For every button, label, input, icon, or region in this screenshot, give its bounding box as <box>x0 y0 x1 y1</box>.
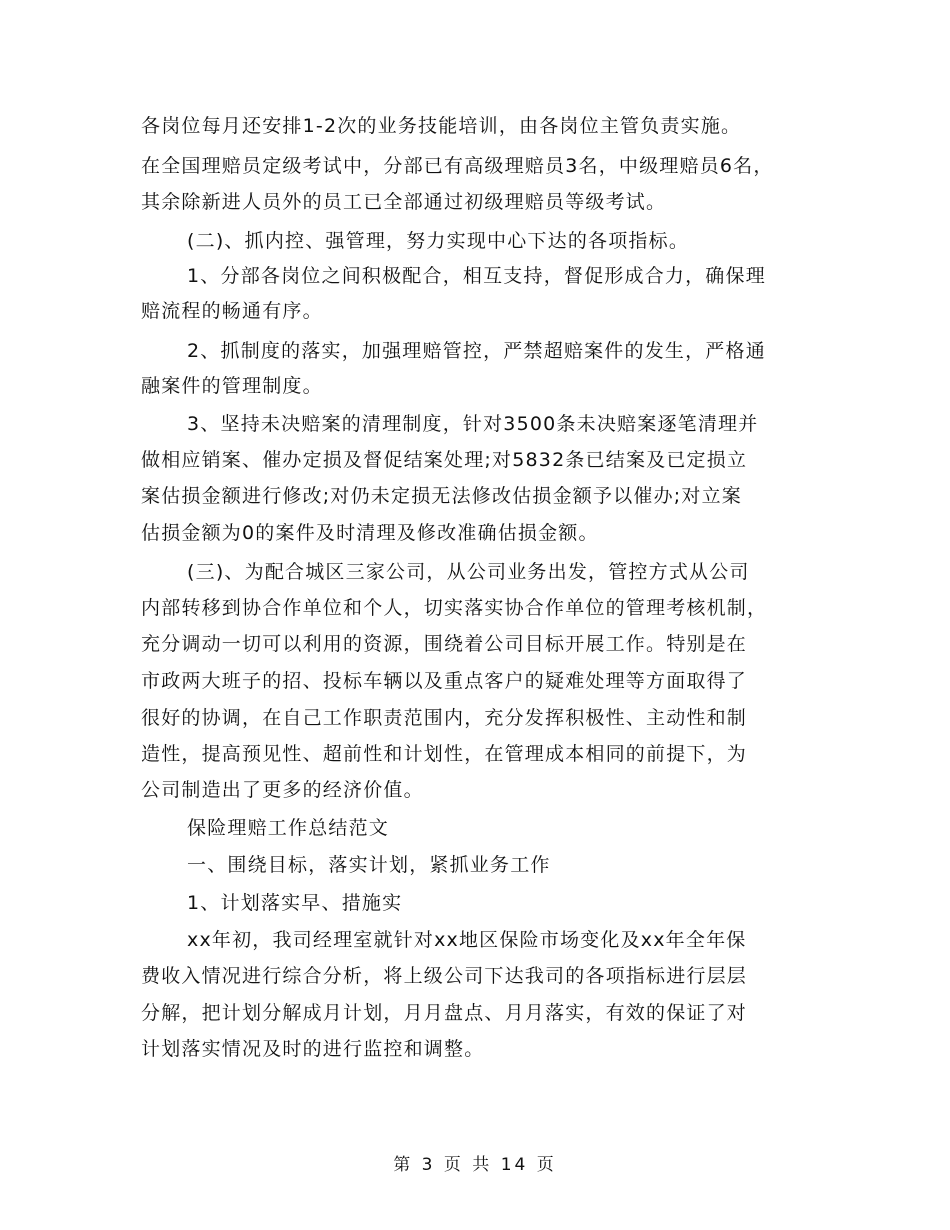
page-number: 第 3 页 共 14 页 <box>393 1155 557 1175</box>
text-line: 其余除新进人员外的员工已全部通过初级理赔员等级考试。 <box>141 191 667 213</box>
text-line: 各岗位每月还安排1-2次的业务技能培训，由各岗位主管负责实施。 <box>141 115 742 137</box>
text-line: xx年初，我司经理室就针对xx地区保险市场变化及xx年全年保 <box>187 929 747 951</box>
subsection-heading: 1、计划落实早、措施实 <box>187 892 403 914</box>
text-line: 赔流程的畅通有序。 <box>141 300 323 322</box>
text-line: 在全国理赔员定级考试中，分部已有高级理赔员3名，中级理赔员6名， <box>141 155 774 177</box>
text-line: 充分调动一切可以利用的资源，围绕着公司目标开展工作。特别是在 <box>141 633 748 655</box>
text-line: 费收入情况进行综合分析，将上级公司下达我司的各项指标进行层层 <box>141 965 748 987</box>
text-line: 1、分部各岗位之间积极配合，相互支持，督促形成合力，确保理 <box>187 265 766 287</box>
text-line: 估损金额为0的案件及时清理及修改准确估损金额。 <box>141 522 599 544</box>
subsection-heading: 一、围绕目标，落实计划，紧抓业务工作 <box>187 854 551 876</box>
text-line: 3、坚持未决赔案的清理制度，针对3500条未决赔案逐笔清理并 <box>187 413 759 435</box>
text-line: (二)、抓内控、强管理，努力实现中心下达的各项指标。 <box>187 230 690 252</box>
text-line: 融案件的管理制度。 <box>141 375 323 397</box>
text-line: 案估损金额进行修改;对仍未定损无法修改估损金额予以催办;对立案 <box>141 485 743 507</box>
text-line: 分解，把计划分解成月计划，月月盘点、月月落实，有效的保证了对 <box>141 1002 748 1024</box>
text-line: 市政两大班子的招、投标车辆以及重点客户的疑难处理等方面取得了 <box>141 670 748 692</box>
text-line: 做相应销案、催办定损及督促结案处理;对5832条已结案及已定损立 <box>141 449 748 471</box>
text-line: 很好的协调，在自己工作职责范围内，充分发挥积极性、主动性和制 <box>141 707 748 729</box>
section-heading: 保险理赔工作总结范文 <box>187 817 390 839</box>
text-line: 2、抓制度的落实，加强理赔管控，严禁超赔案件的发生，严格通 <box>187 340 766 362</box>
text-line: 内部转移到协合作单位和个人，切实落实协合作单位的管理考核机制， <box>141 597 768 619</box>
text-line: (三)、为配合城区三家公司，从公司业务出发，管控方式从公司 <box>187 561 750 583</box>
text-line: 公司制造出了更多的经济价值。 <box>141 779 424 801</box>
text-line: 计划落实情况及时的进行监控和调整。 <box>141 1038 485 1060</box>
text-line: 造性，提高预见性、超前性和计划性，在管理成本相同的前提下，为 <box>141 743 748 765</box>
